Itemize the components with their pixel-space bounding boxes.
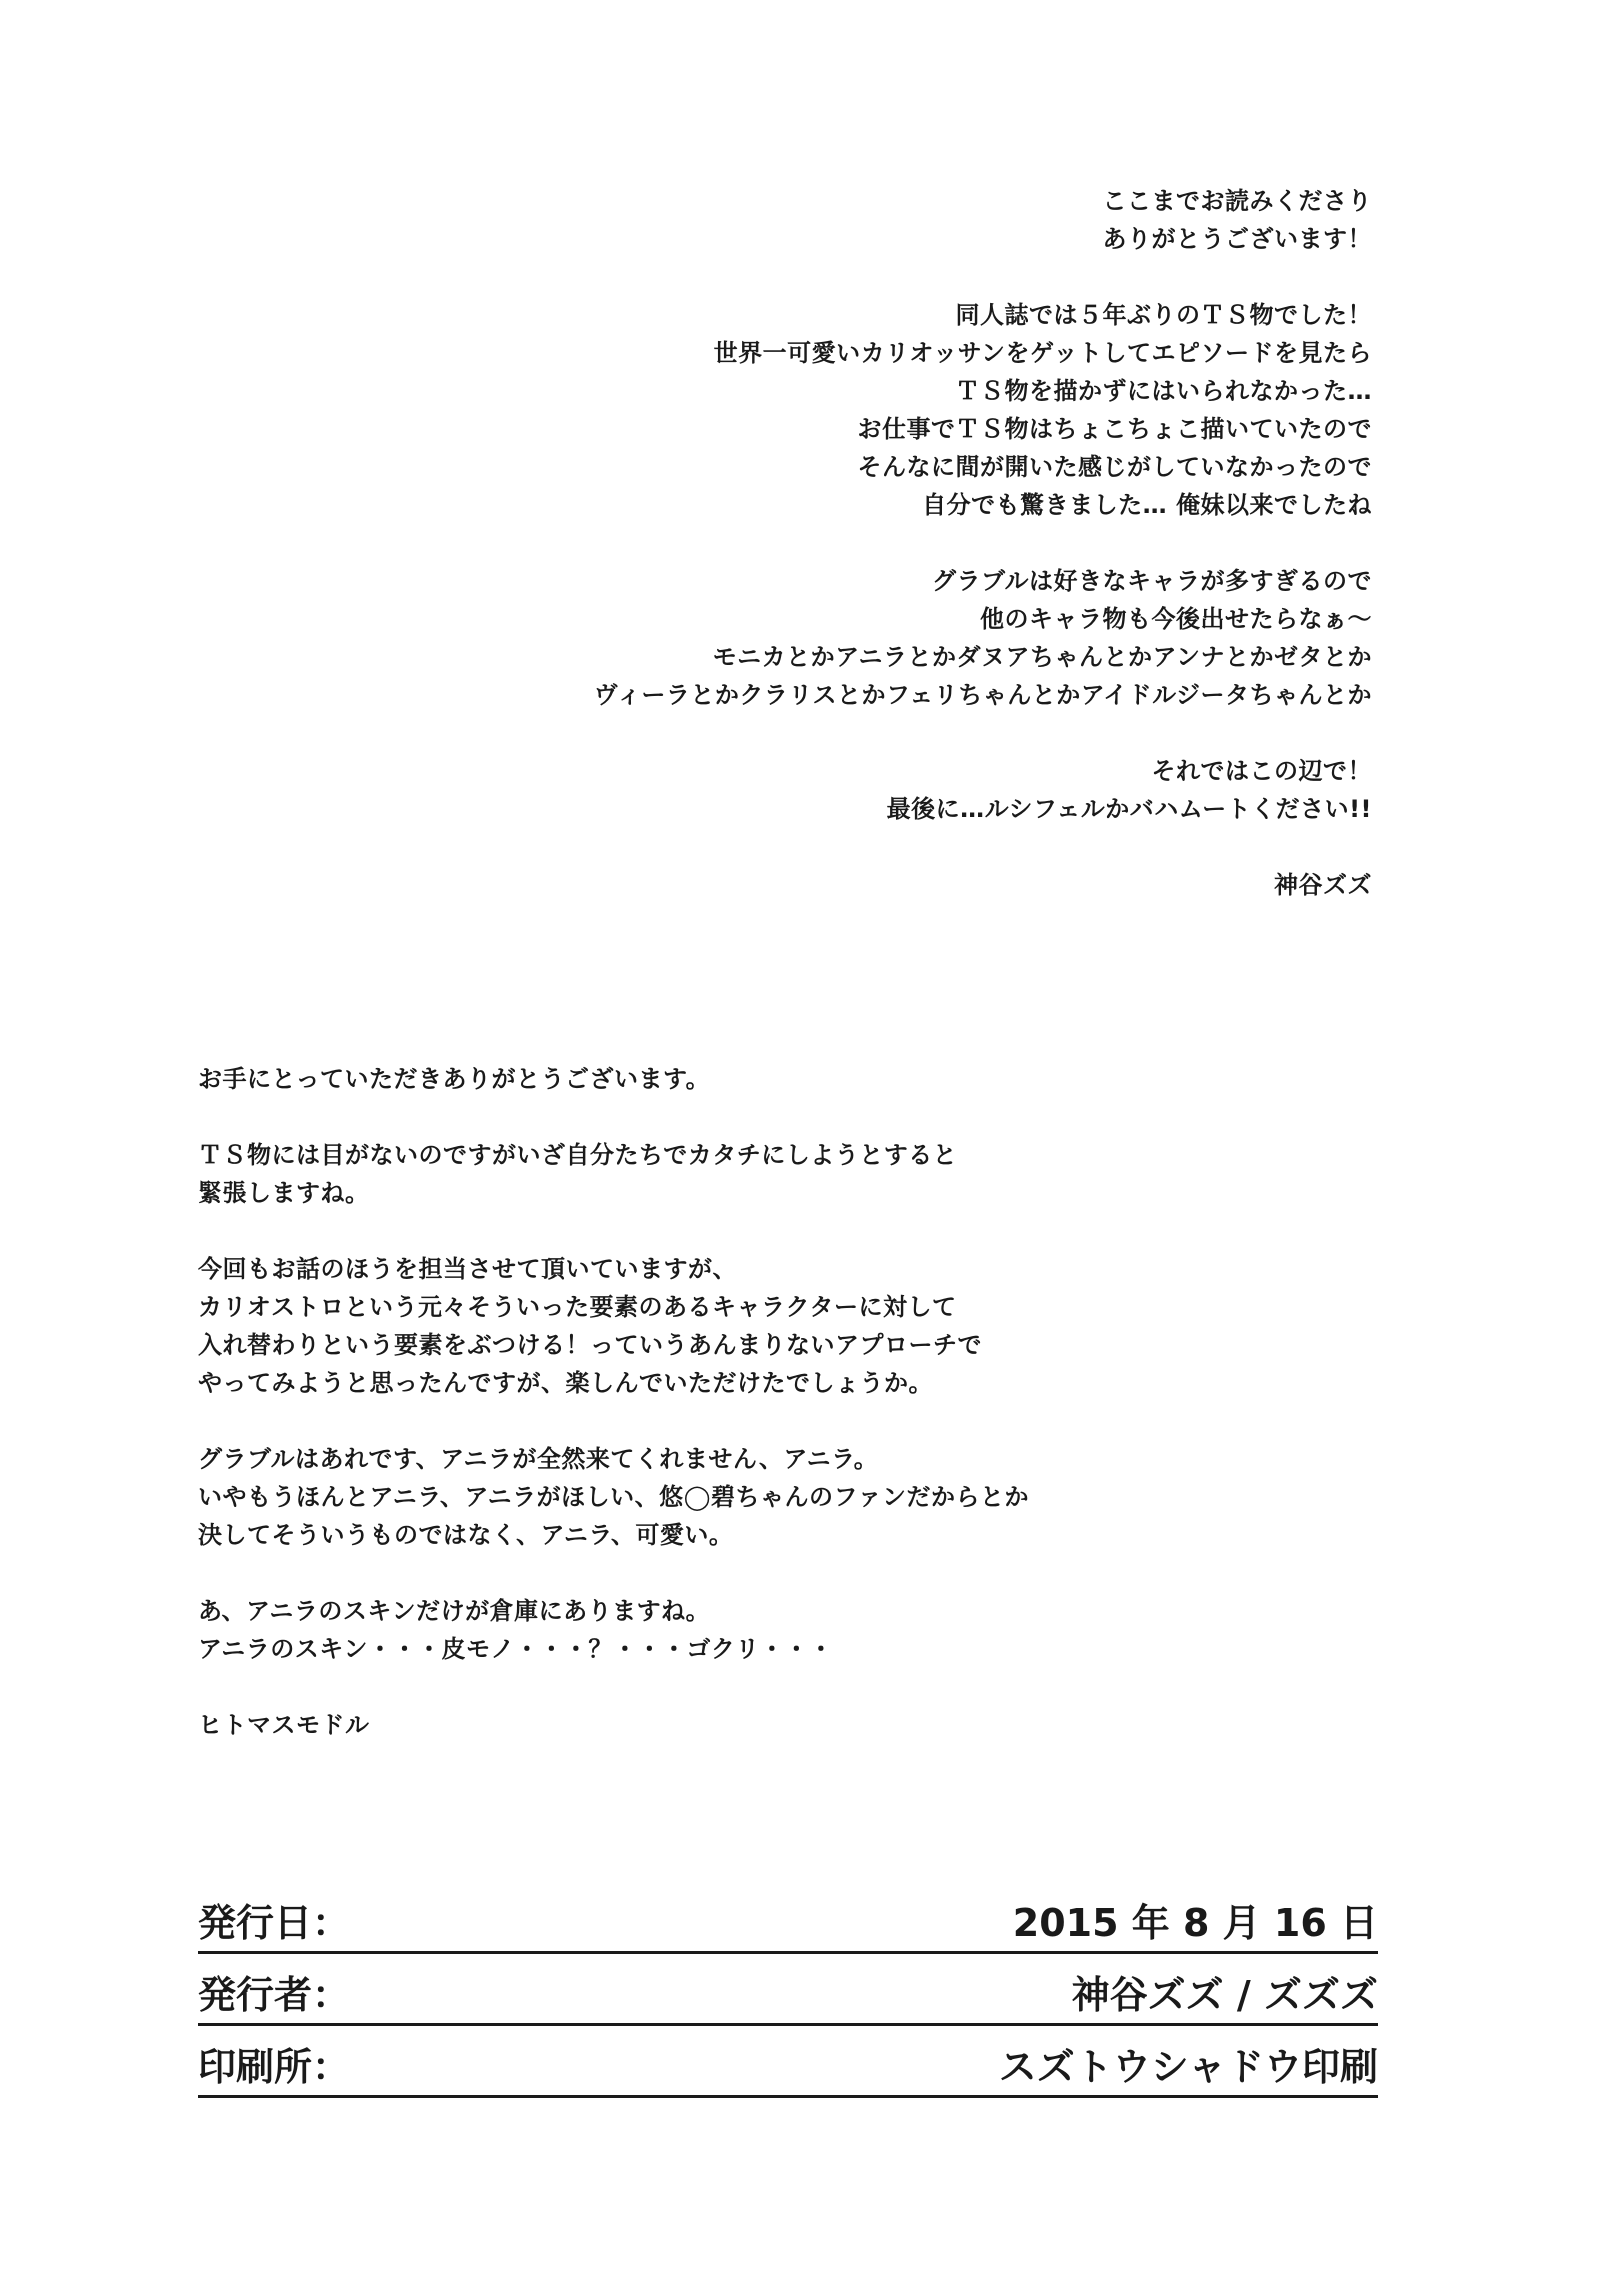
- text-line: 他のキャラ物も今後出せたらなぁ～: [980, 605, 1372, 633]
- afterword-bottom-paragraph-4: [198, 1440, 1298, 1554]
- colophon-value: 神谷ズズ / ズズズ: [1071, 1973, 1378, 2017]
- afterword-bottom-paragraph-2: [198, 1136, 1298, 1212]
- text-line: 同人誌では５年ぶりのＴＳ物でした！: [955, 301, 1372, 329]
- colophon-value: スズトウシャドウ印刷: [998, 2045, 1378, 2089]
- text-line: 今回もお話のほうを担当させて頂いていますが、: [198, 1255, 737, 1283]
- afterword-top-paragraph-1: [272, 182, 1372, 258]
- text-line: ＴＳ物を描かずにはいられなかった…: [955, 377, 1372, 405]
- afterword-top-signature: 神谷ズズ: [1274, 871, 1372, 899]
- colophon-label: 発行者：: [198, 1973, 351, 2017]
- afterword-top-paragraph-4: [272, 752, 1372, 828]
- text-line: 世界一可愛いカリオッサンをゲットしてエピソードを見たら: [713, 339, 1372, 367]
- text-line: ここまでお読みくださり: [1102, 187, 1372, 215]
- text-line: あ、アニラのスキンだけが倉庫にありますね。: [198, 1597, 711, 1625]
- text-line: カリオストロという元々そういった要素のあるキャラクターに対して: [198, 1293, 957, 1321]
- text-line: それではこの辺で！: [1151, 757, 1372, 785]
- text-line: やってみようと思ったんですが、楽しんでいただけたでしょうか。: [198, 1369, 933, 1397]
- afterword-bottom: [198, 1060, 1298, 1744]
- text-line: いやもうほんとアニラ、アニラがほしい、悠◯碧ちゃんのファンだからとか: [198, 1483, 1030, 1511]
- text-line: 決してそういうものではなく、アニラ、可愛い。: [198, 1521, 734, 1549]
- text-line: モニカとかアニラとかダヌアちゃんとかアンナとかゼタとか: [712, 643, 1372, 671]
- text-line: そんなに間が開いた感じがしていなかったので: [857, 453, 1372, 481]
- text-line: ＴＳ物には目がないのですがいざ自分たちでカタチにしようとすると: [198, 1141, 958, 1169]
- afterword-bottom-paragraph-1: [198, 1060, 1298, 1098]
- colophon-label: 発行日：: [198, 1901, 351, 1945]
- text-line: 自分でも驚きました… 俺妹以来でしたね: [922, 491, 1372, 519]
- text-line: グラブルはあれです、アニラが全然来てくれません、アニラ。: [198, 1445, 879, 1473]
- afterword-top-paragraph-3: [272, 562, 1372, 714]
- colophon-label: 印刷所：: [198, 2045, 351, 2089]
- text-line: ヴィーラとかクラリスとかフェリちゃんとかアイドルジータちゃんとか: [593, 681, 1372, 709]
- text-line: アニラのスキン・・・皮モノ・・・？・・・ゴクリ・・・: [198, 1635, 834, 1663]
- colophon-row-publisher: [198, 1960, 1378, 2026]
- text-line: お仕事でＴＳ物はちょこちょこ描いていたので: [857, 415, 1372, 443]
- afterword-bottom-signature: ヒトマスモドル: [198, 1711, 370, 1739]
- afterword-top: [272, 182, 1372, 904]
- text-line: グラブルは好きなキャラが多すぎるので: [931, 567, 1372, 595]
- text-line: ありがとうございます！: [1102, 225, 1372, 253]
- text-line: 最後に…ルシフェルかバハムートください!!: [886, 795, 1372, 823]
- afterword-top-paragraph-2: [272, 296, 1372, 524]
- afterword-bottom-paragraph-5: [198, 1592, 1298, 1668]
- colophon-row-publish-date: [198, 1888, 1378, 1954]
- text-line: 入れ替わりという要素をぶつける！っていうあんまりないアプローチで: [198, 1331, 982, 1359]
- text-line: 緊張しますね。: [198, 1179, 370, 1207]
- afterword-bottom-paragraph-3: [198, 1250, 1298, 1402]
- colophon-row-printer: [198, 2032, 1378, 2098]
- text-line: お手にとっていただきありがとうございます。: [198, 1065, 711, 1093]
- colophon: [198, 1888, 1378, 2098]
- colophon-value: 2015 年 8 月 16 日: [1012, 1901, 1378, 1945]
